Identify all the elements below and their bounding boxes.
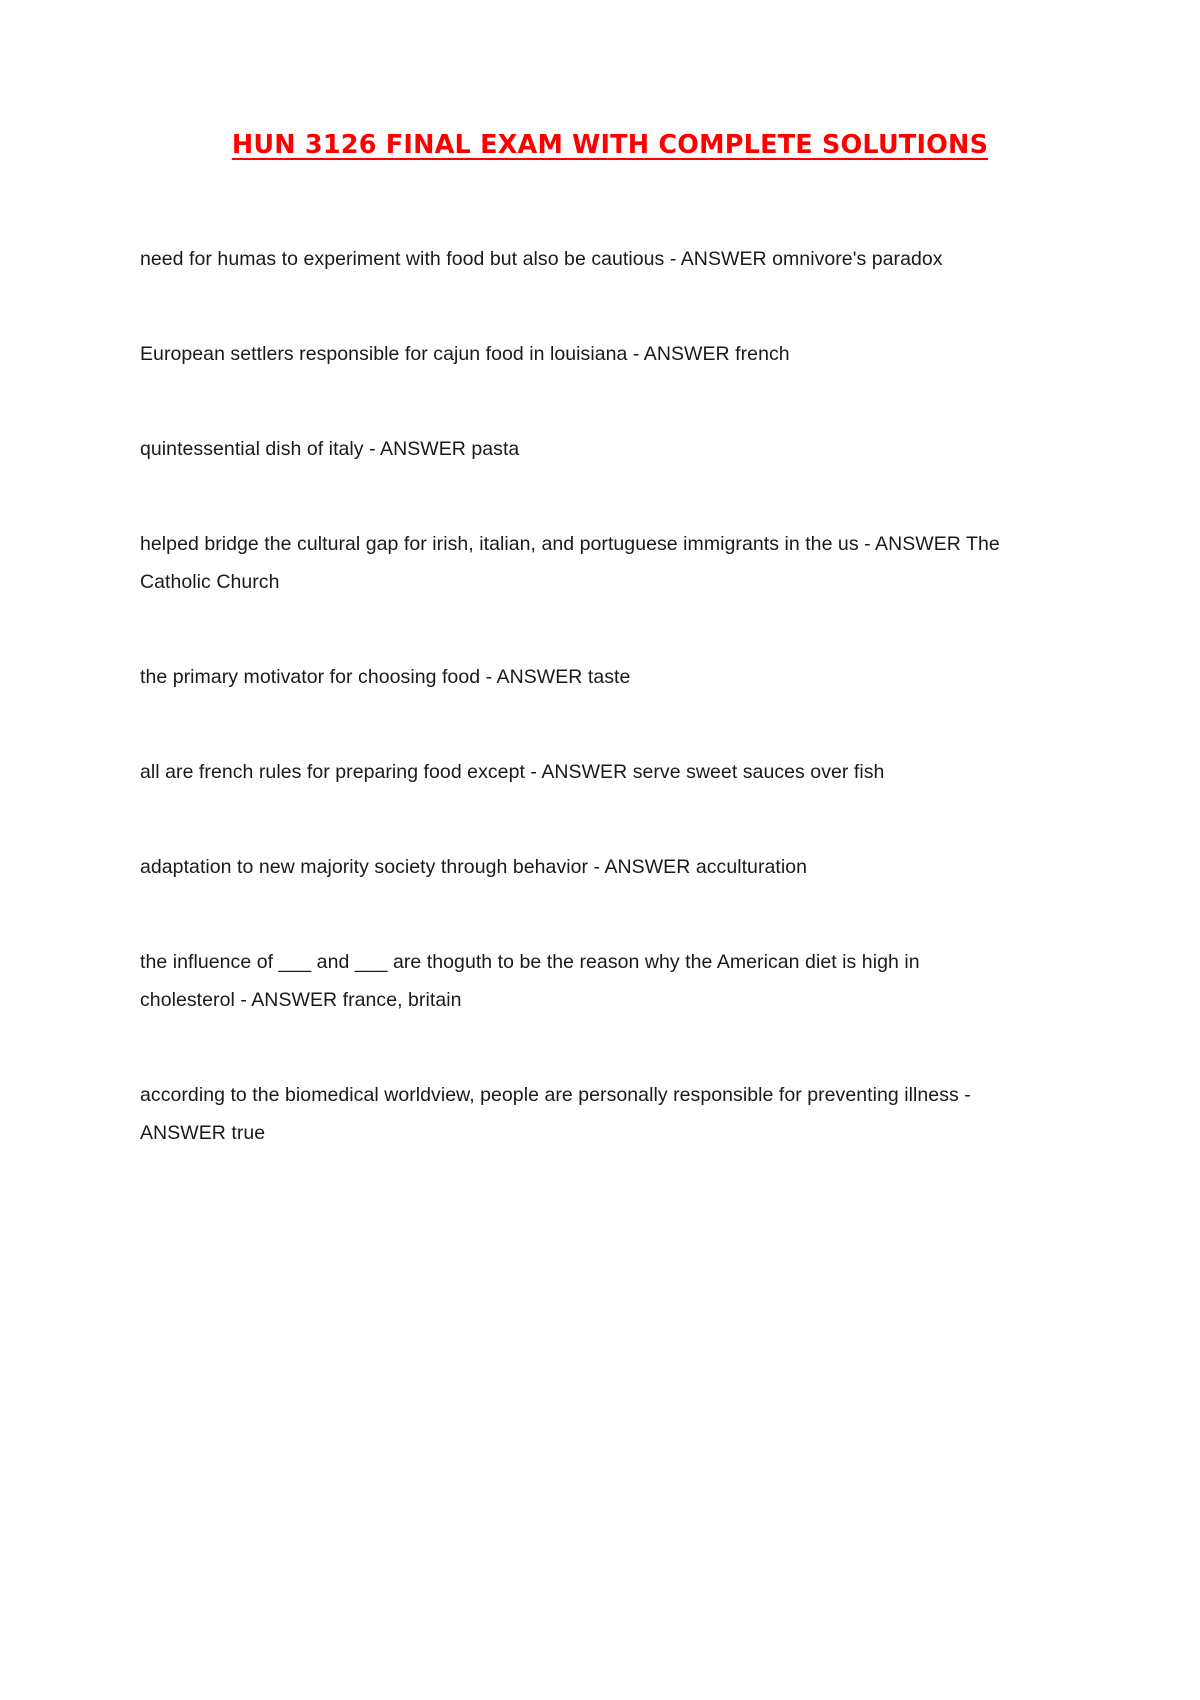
qa-item: quintessential dish of italy - ANSWER pasta [140, 437, 520, 460]
qa-item: the influence of ___ and ___ are thoguth to be the reason why the American diet is high in cholesterol - ANSWER france, britain [140, 951, 920, 1012]
page-title: HUN 3126 FINAL EXAM WITH COMPLETE SOLUTIONS [231, 130, 989, 160]
qa-item: helped bridge the cultural gap for irish, italian, and portuguese immigrants in the us - ANSWER The Catholic Church [140, 532, 1000, 593]
qa-item: adaptation to new majority society through behavior - ANSWER acculturation [140, 855, 808, 878]
qa-item: European settlers responsible for cajun food in louisiana - ANSWER french [140, 342, 790, 365]
qa-item: need for humas to experiment with food but also be cautious - ANSWER omnivore's paradox [140, 247, 943, 270]
qa-item: all are french rules for preparing food except - ANSWER serve sweet sauces over fish [140, 760, 885, 783]
question-answer-list [140, 240, 1060, 1152]
qa-item: the primary motivator for choosing food - ANSWER taste [140, 665, 631, 688]
qa-item: according to the biomedical worldview, people are personally responsible for preventing illness - ANSWER true [140, 1084, 971, 1145]
